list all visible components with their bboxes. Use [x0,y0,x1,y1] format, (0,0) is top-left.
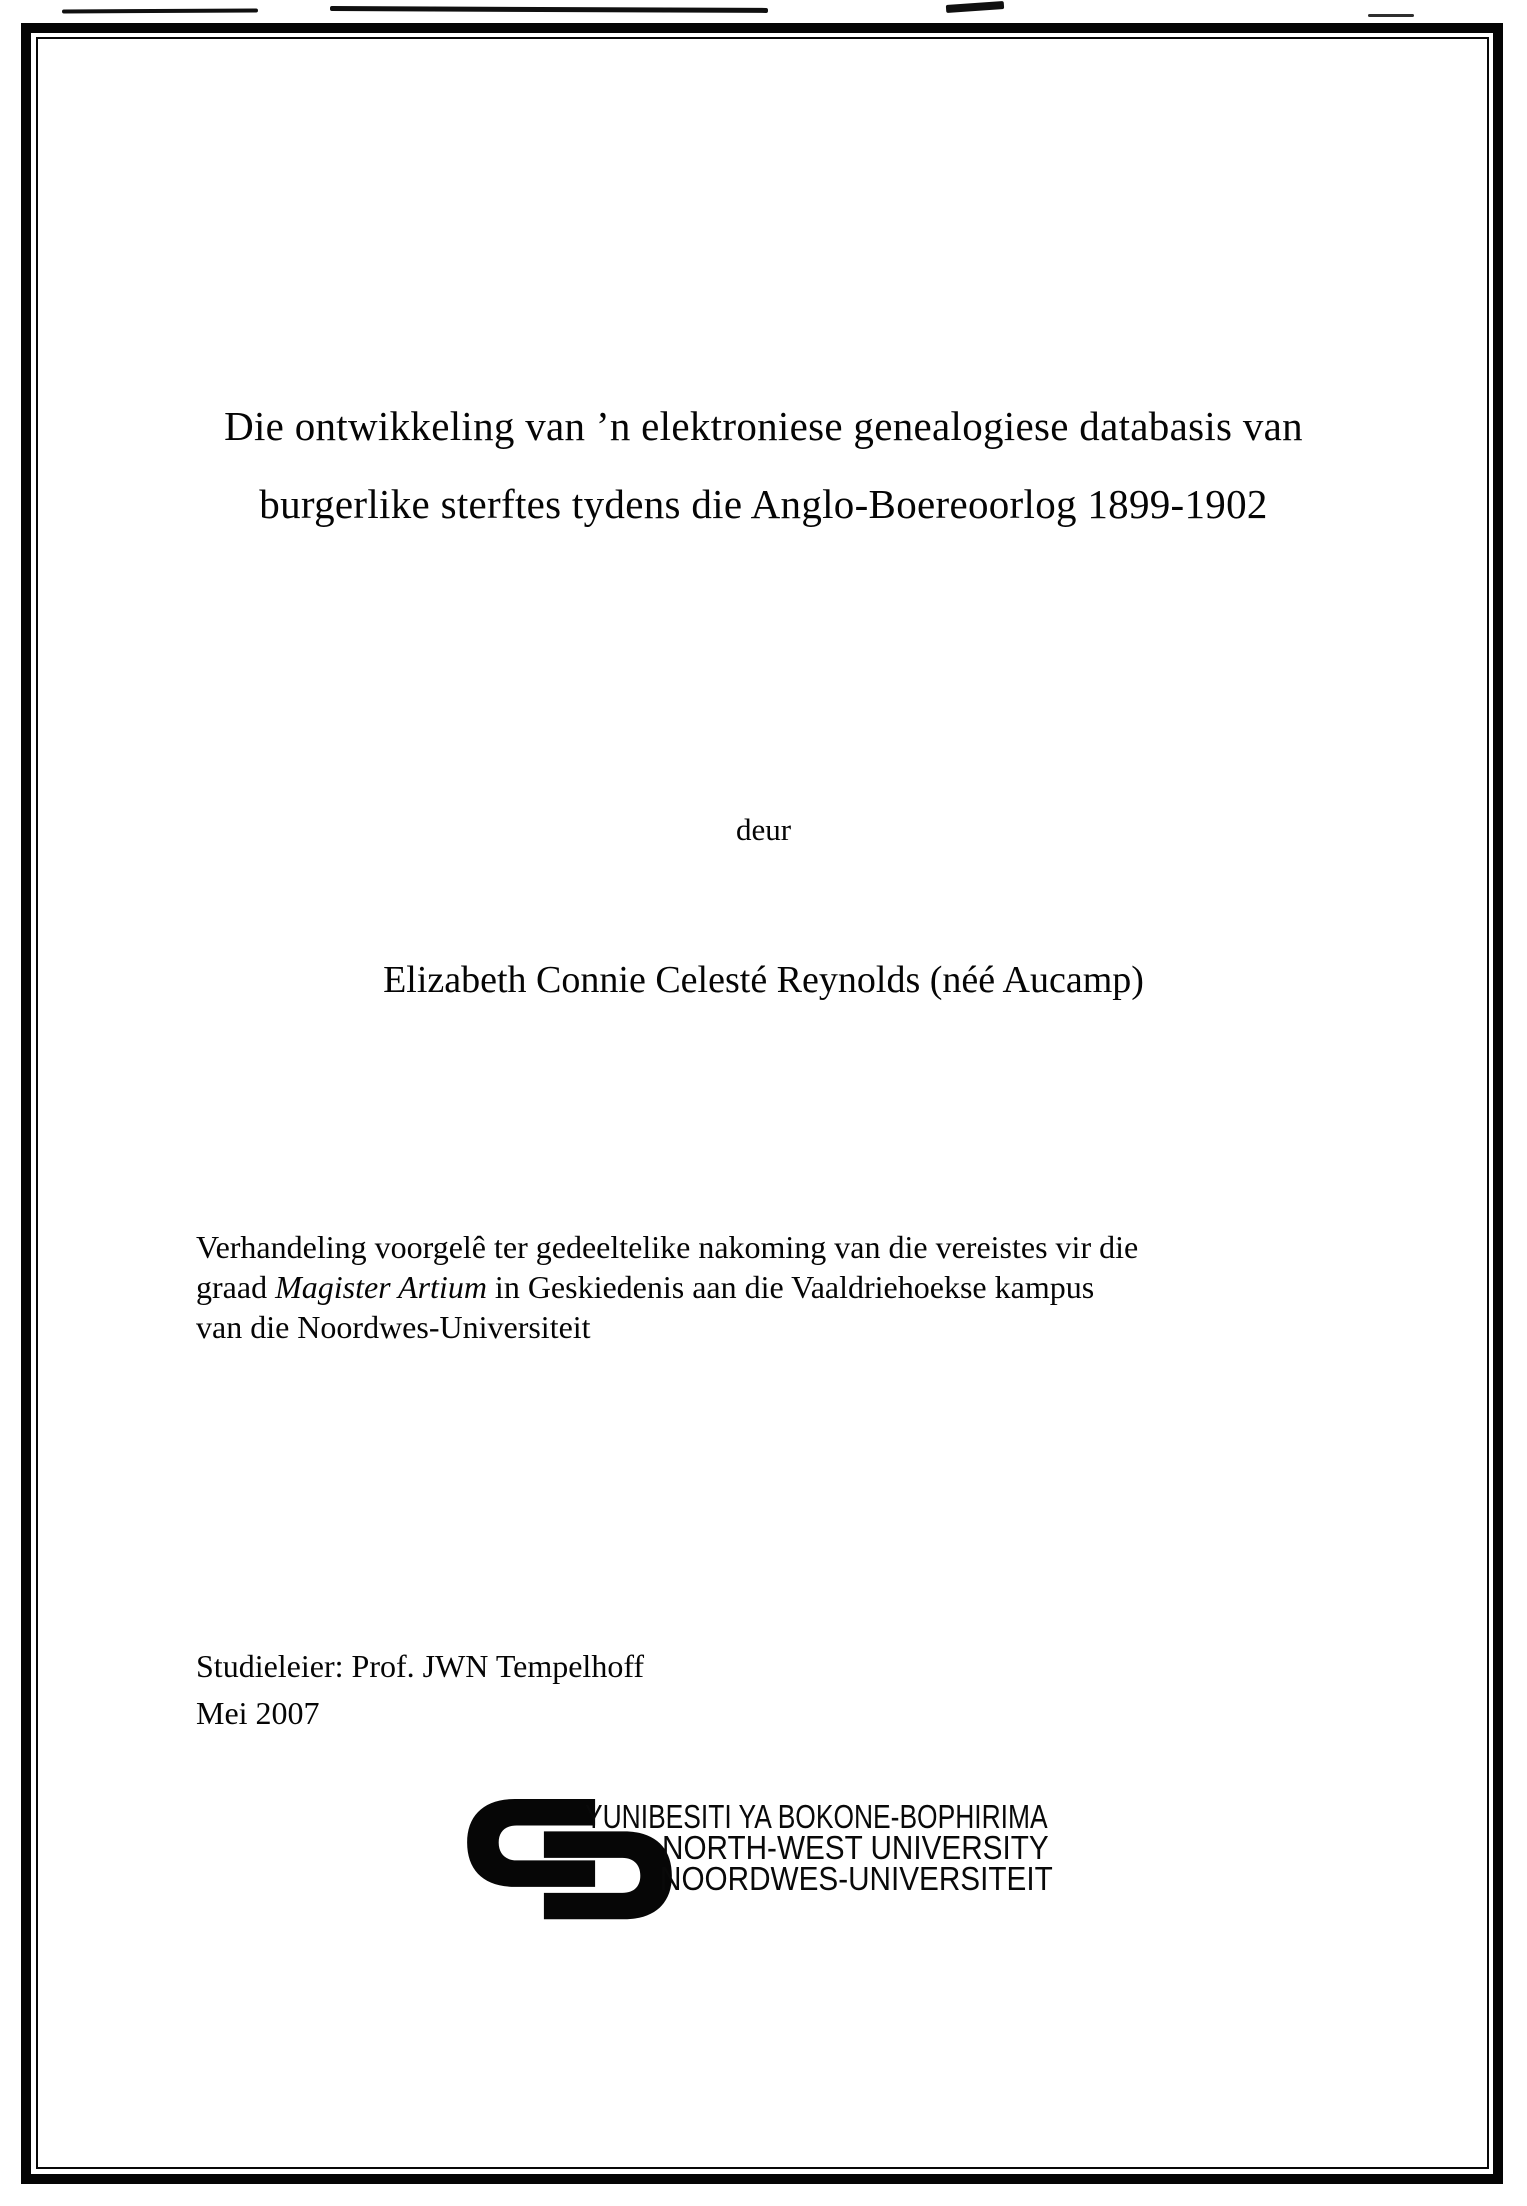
degree-name-italic: Magister Artium [275,1269,487,1305]
date-line: Mei 2007 [196,1695,320,1731]
university-logo [467,1797,1107,1957]
byline-deur: deur [735,812,792,847]
submission-statement [196,1227,1346,1347]
submission-line-1: Verhandeling voorgelê ter gedeeltelike nakoming van die vereistes vir die [196,1229,1139,1265]
submission-line-2-suffix: in Geskiedenis aan die Vaaldriehoekse kampus [486,1269,1095,1305]
submission-line-2 [196,1267,1346,1307]
scan-artifact [62,8,258,13]
logo-text-afrikaans: NOORDWES-UNIVERSITEIT [660,1860,1053,1897]
supervisor-line: Studieleier: Prof. JWN Tempelhoff [196,1648,645,1684]
scan-artifact [1368,14,1414,17]
logo-text-english: NORTH-WEST UNIVERSITY [662,1829,1049,1866]
submission-line-2-prefix: graad [196,1269,276,1305]
logo-text-setswana: YUNIBESITI YA BOKONE-BOPHIRIMA [585,1798,1048,1835]
university-logo-text [585,1798,1163,1897]
scan-artifact [946,1,1004,13]
thesis-title-line-1: Die ontwikkeling van ’n elektroniese genealogiese databasis van [224,403,1303,449]
thesis-title-line-2: burgerlike sterftes tydens die Anglo-Boereoorlog 1899-1902 [259,481,1268,527]
scan-artifact [330,6,768,13]
author-name: Elizabeth Connie Celesté Reynolds (néé Aucamp) [383,959,1144,1001]
submission-line-3: van die Noordwes-Universiteit [196,1309,591,1345]
